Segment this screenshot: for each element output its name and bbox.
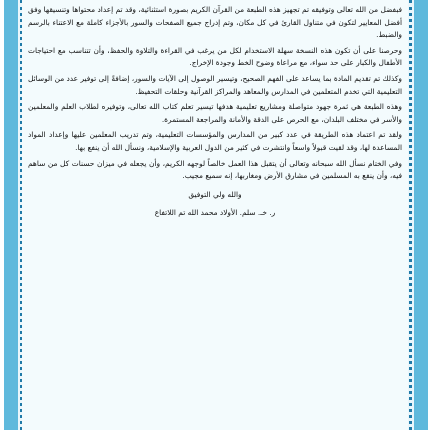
document-body <box>28 4 402 430</box>
footer-line: ر. خـ. سلم. الأولاد محمد الله تم اللاتفاع <box>154 208 276 218</box>
paragraph-1: فبفضل من الله تعالى وتوفيقه تم تجهيز هذه الطبعة من القرآن الكريم بصورة استثنائية، وقد تم إعداد محتواها وتنسيقها وفق أفضل المعايير لتكون في متناول القارئ في كل مكان، وتم إدراج جميع الصفحات والسور بالأجزاء كاملة مع الاعتناء بالرسم والضبط. <box>28 5 402 40</box>
paragraph-5: ولقد تم اعتماد هذه الطريقة في عدد كبير من المدارس والمؤسسات التعليمية، وتم تدريب المعلمين عليها وإعداد المواد المساعدة لها، وقد لقيت قبولاً واسعاً وانتشرت في كثير من الدول العربية والإسلامية، ونسأل الله أن ينفع بها. <box>28 130 402 152</box>
paragraph-3: وكذلك تم تقديم المادة بما يساعد على الفهم الصحيح، وتيسير الوصول إلى الآيات والسور، إضافةً إلى توفير عدد من الوسائل التعليمية التي تخدم المتعلمين في المدارس والمعاهد والمراكز القرآنية وحلقات التحفيظ. <box>28 73 402 96</box>
paragraph-4: وهذه الطبعة هي ثمرة جهود متواصلة ومشاريع تعليمية هدفها تيسير تعلم كتاب الله تعالى، وتوفيره لطلاب العلم والمعلمين والأسر في مختلف البلدان، مع الحرص على الدقة والأمانة والمراجعة المستمرة. <box>28 102 402 124</box>
paragraph-6: وفي الختام نسأل الله سبحانه وتعالى أن يتقبل هذا العمل خالصاً لوجهه الكريم، وأن يجعله في ميزان حسنات كل من ساهم فيه، وأن ينفع به المسلمين في مشارق الأرض ومغاربها، إنه سميع مجيب. <box>28 158 402 181</box>
paragraph-2: وحرصنا على أن تكون هذه النسخة سهلة الاستخدام لكل من يرغب في القراءة والتلاوة والحفظ، وأن تتناسب مع احتياجات الأطفال والكبار على حد سواء، مع مراعاة وضوح الخط وجودة الإخراج. <box>28 45 402 68</box>
closing-line: والله ولي التوفيق <box>188 189 242 199</box>
